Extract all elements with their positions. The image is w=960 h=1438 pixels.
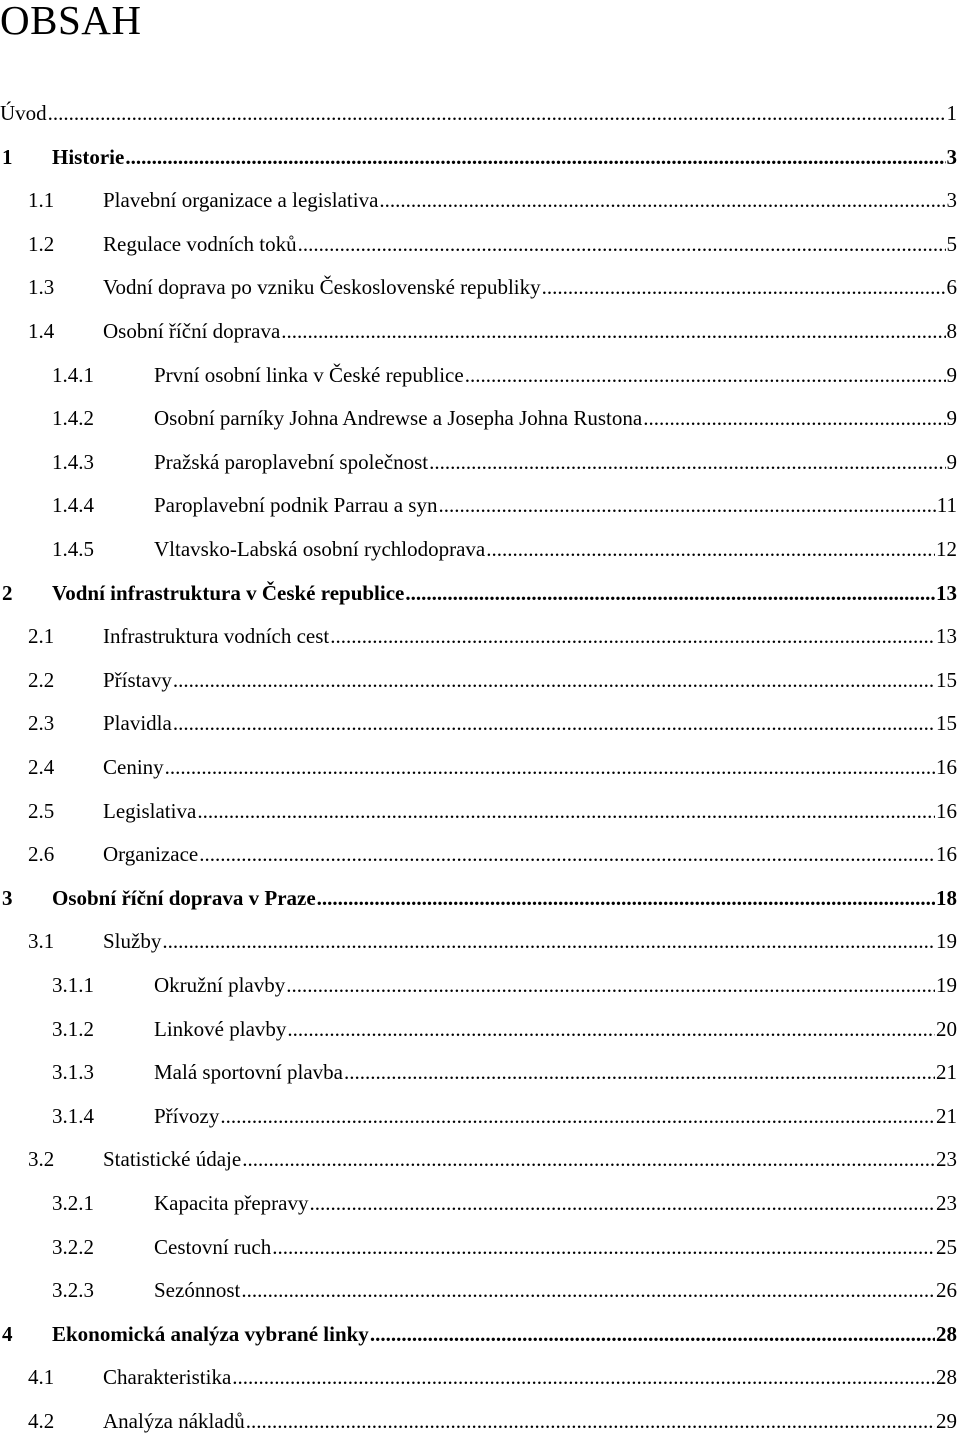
toc-entry-page-number: 21 — [936, 1060, 957, 1084]
toc-entry-label: Přívozy — [154, 1104, 220, 1128]
toc-entry[interactable] — [0, 839, 957, 869]
dot-leader — [281, 316, 945, 346]
toc-entry-page-number: 19 — [936, 973, 957, 997]
toc-entry-page-number: 15 — [936, 668, 957, 692]
dot-leader — [370, 1319, 935, 1349]
toc-entry-page-number: 23 — [936, 1191, 957, 1215]
toc-entry-label: Linkové plavby — [154, 1017, 287, 1041]
toc-entry-label: Plavidla — [103, 711, 172, 735]
toc-entry[interactable] — [0, 796, 957, 826]
toc-entry-number: 3.1.1 — [52, 973, 94, 997]
toc-entry[interactable] — [0, 316, 957, 346]
toc-entry-page-number: 28 — [936, 1365, 957, 1389]
toc-entry-page-number: 18 — [936, 886, 957, 910]
toc-entry-number: 4 — [2, 1322, 13, 1346]
toc-entry[interactable] — [0, 665, 957, 695]
toc-entry[interactable] — [0, 883, 957, 913]
toc-entry-page-number: 3 — [946, 188, 957, 212]
toc-entry[interactable] — [0, 229, 957, 259]
toc-entry-number: 2 — [2, 581, 13, 605]
toc-entry-label: Přístavy — [103, 668, 172, 692]
toc-entry[interactable] — [0, 142, 957, 172]
toc-entry-label: Služby — [103, 929, 162, 953]
toc-entry-label: Osobní parníky Johna Andrewse a Josepha Johna Rustona — [154, 406, 643, 430]
toc-entry[interactable] — [0, 1144, 957, 1174]
toc-entry[interactable] — [0, 1275, 957, 1305]
toc-entry-page-number: 12 — [936, 537, 957, 561]
toc-entry-label: Statistické údaje — [103, 1147, 242, 1171]
toc-entry-page-number: 26 — [936, 1278, 957, 1302]
toc-entry-number: 1.4.1 — [52, 363, 94, 387]
toc-entry[interactable] — [0, 1014, 957, 1044]
dot-leader — [643, 403, 945, 433]
toc-entry-label: Vodní doprava po vzniku Československé republiky — [103, 275, 541, 299]
dot-leader — [162, 926, 935, 956]
dot-leader — [330, 621, 935, 651]
dot-leader — [317, 883, 935, 913]
toc-entry-page-number: 11 — [936, 493, 957, 517]
dot-leader — [465, 360, 946, 390]
dot-leader — [199, 839, 935, 869]
toc-entry-number: 3.1.4 — [52, 1104, 94, 1128]
toc-entry-label: Organizace — [103, 842, 199, 866]
page-title: OBSAH — [0, 0, 142, 43]
toc-entry-page-number: 15 — [936, 711, 957, 735]
toc-entry-number: 2.5 — [28, 799, 55, 823]
toc-entry-label: Ceniny — [103, 755, 164, 779]
toc-entry-page-number: 21 — [936, 1104, 957, 1128]
toc-entry-page-number: 5 — [946, 232, 957, 256]
dot-leader — [246, 1406, 935, 1436]
toc-entry[interactable] — [0, 970, 957, 1000]
dot-leader — [125, 142, 945, 172]
toc-entry-label: Analýza nákladů — [103, 1409, 245, 1433]
dot-leader — [298, 229, 946, 259]
toc-entry-number: 3.2.2 — [52, 1235, 94, 1259]
toc-entry-page-number: 1 — [946, 101, 957, 125]
dot-leader — [220, 1101, 935, 1131]
toc-entry[interactable] — [0, 272, 957, 302]
toc-entry-number: 2.1 — [28, 624, 55, 648]
toc-entry-page-number: 13 — [936, 624, 957, 648]
toc-entry-number: 1 — [2, 145, 13, 169]
toc-entry-number: 3.2.1 — [52, 1191, 94, 1215]
toc-entry-page-number: 16 — [936, 842, 957, 866]
toc-entry[interactable] — [0, 1319, 957, 1349]
toc-entry-label: Historie — [52, 145, 125, 169]
dot-leader — [242, 1144, 935, 1174]
toc-entry[interactable] — [0, 1406, 957, 1436]
toc-entry-label: Okružní plavby — [154, 973, 286, 997]
toc-entry-label: Osobní říční doprava v Praze — [52, 886, 316, 910]
toc-entry-page-number: 23 — [936, 1147, 957, 1171]
dot-leader — [344, 1057, 935, 1087]
toc-entry[interactable] — [0, 185, 957, 215]
toc-entry-number: 3 — [2, 886, 13, 910]
dot-leader — [287, 1014, 935, 1044]
toc-entry-page-number: 20 — [936, 1017, 957, 1041]
dot-leader — [542, 272, 946, 302]
toc-entry-label: Úvod — [0, 101, 47, 125]
toc-entry-number: 3.2.3 — [52, 1278, 94, 1302]
toc-entry-number: 1.4.5 — [52, 537, 94, 561]
toc-entry-number: 2.3 — [28, 711, 55, 735]
dot-leader — [429, 447, 945, 477]
toc-entry[interactable] — [0, 1362, 957, 1392]
dot-leader — [197, 796, 935, 826]
toc-entry-page-number: 29 — [936, 1409, 957, 1433]
dot-leader — [272, 1232, 935, 1262]
toc-entry[interactable] — [0, 360, 957, 390]
toc-entry-page-number: 9 — [946, 450, 957, 474]
dot-leader — [310, 1188, 936, 1218]
toc-entry-number: 3.2 — [28, 1147, 55, 1171]
toc-entry[interactable] — [0, 578, 957, 608]
toc-entry-page-number: 16 — [936, 755, 957, 779]
dot-leader — [48, 98, 946, 128]
toc-entry[interactable] — [0, 534, 957, 564]
toc-entry-page-number: 9 — [946, 363, 957, 387]
toc-entry-number: 3.1.3 — [52, 1060, 94, 1084]
dot-leader — [486, 534, 935, 564]
toc-entry-number: 1.4.2 — [52, 406, 94, 430]
dot-leader — [165, 752, 935, 782]
toc-entry-number: 4.1 — [28, 1365, 55, 1389]
toc-entry-label: Vltavsko-Labská osobní rychlodoprava — [154, 537, 486, 561]
toc-entry-label: Plavební organizace a legislativa — [103, 188, 379, 212]
toc-entry-label: Paroplavební podnik Parrau a syn — [154, 493, 438, 517]
dot-leader — [173, 708, 935, 738]
toc-entry[interactable] — [0, 98, 957, 128]
toc-entry-page-number: 13 — [936, 581, 957, 605]
toc-entry-page-number: 6 — [946, 275, 957, 299]
toc-entry-page-number: 16 — [936, 799, 957, 823]
toc-entry-label: Kapacita přepravy — [154, 1191, 309, 1215]
toc-entry-label: Malá sportovní plavba — [154, 1060, 343, 1084]
toc-entry[interactable] — [0, 1188, 957, 1218]
toc-entry-label: Infrastruktura vodních cest — [103, 624, 330, 648]
toc-entry-number: 3.1.2 — [52, 1017, 94, 1041]
toc-entry-number: 4.2 — [28, 1409, 55, 1433]
toc-entry[interactable] — [0, 621, 957, 651]
toc-entry-label: Legislativa — [103, 799, 197, 823]
toc-entry-page-number: 19 — [936, 929, 957, 953]
toc-entry[interactable] — [0, 752, 957, 782]
toc-entry-label: Sezónnost — [154, 1278, 241, 1302]
toc-entry[interactable] — [0, 708, 957, 738]
dot-leader — [379, 185, 945, 215]
toc-entry-number: 3.1 — [28, 929, 55, 953]
toc-entry-number: 1.2 — [28, 232, 55, 256]
dot-leader — [405, 578, 935, 608]
toc-entry-page-number: 9 — [946, 406, 957, 430]
toc-entry-label: První osobní linka v České republice — [154, 363, 464, 387]
toc-entry-page-number: 3 — [946, 145, 957, 169]
toc-entry-label: Charakteristika — [103, 1365, 232, 1389]
toc-entry[interactable] — [0, 490, 957, 520]
toc-entry[interactable] — [0, 447, 957, 477]
toc-entry-label: Ekonomická analýza vybrané linky — [52, 1322, 369, 1346]
toc-entry-number: 2.2 — [28, 668, 55, 692]
toc-entry[interactable] — [0, 926, 957, 956]
toc-entry-label: Osobní říční doprava — [103, 319, 281, 343]
toc-entry-label: Regulace vodních toků — [103, 232, 297, 256]
toc-entry-page-number: 8 — [946, 319, 957, 343]
toc-entry-page-number: 28 — [936, 1322, 957, 1346]
toc-entry-number: 1.4.3 — [52, 450, 94, 474]
toc-entry-number: 1.1 — [28, 188, 55, 212]
toc-entry-label: Pražská paroplavební společnost — [154, 450, 429, 474]
toc-entry-label: Vodní infrastruktura v České republice — [52, 581, 405, 605]
toc-entry-page-number: 25 — [936, 1235, 957, 1259]
toc-entry[interactable] — [0, 1101, 957, 1131]
dot-leader — [232, 1362, 935, 1392]
dot-leader — [173, 665, 935, 695]
toc-entry-number: 1.4 — [28, 319, 55, 343]
toc-entry-number: 1.3 — [28, 275, 55, 299]
toc-entry-label: Cestovní ruch — [154, 1235, 272, 1259]
toc-entry-number: 1.4.4 — [52, 493, 94, 517]
dot-leader — [438, 490, 935, 520]
toc-entry-number: 2.4 — [28, 755, 55, 779]
toc-entry[interactable] — [0, 403, 957, 433]
dot-leader — [241, 1275, 935, 1305]
toc-entry[interactable] — [0, 1057, 957, 1087]
dot-leader — [286, 970, 935, 1000]
toc-entry-number: 2.6 — [28, 842, 55, 866]
toc-entry[interactable] — [0, 1232, 957, 1262]
